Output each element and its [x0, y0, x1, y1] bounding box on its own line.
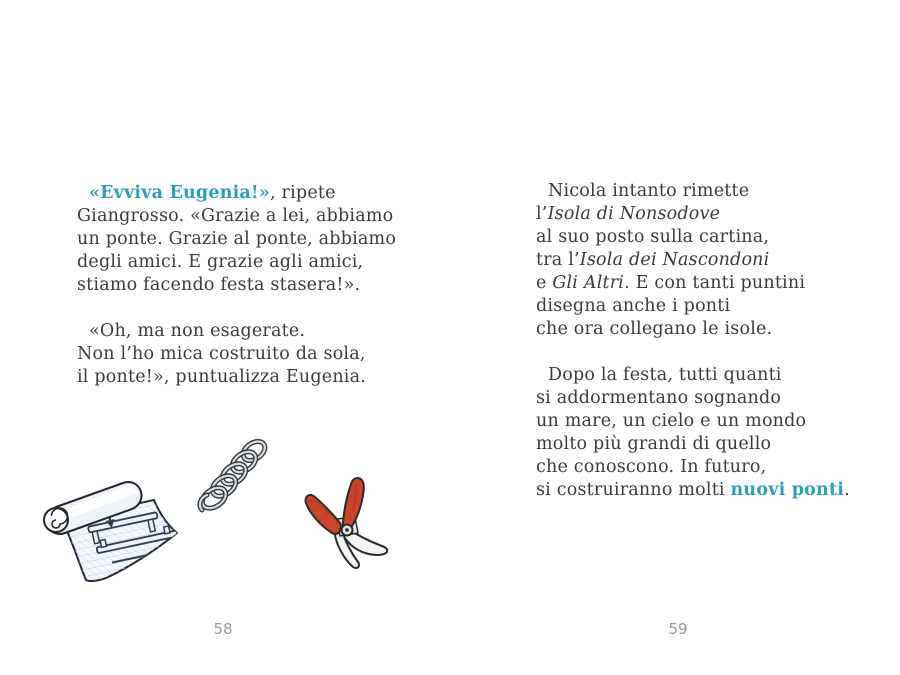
text-line	[77, 274, 407, 297]
text-line	[536, 433, 876, 456]
paragraph	[536, 364, 876, 502]
text-segment: stiamo facendo festa stasera!».	[77, 275, 361, 295]
text-segment: degli amici. E grazie agli amici,	[77, 252, 364, 272]
text-line	[536, 364, 876, 387]
text-segment: Nicola intanto rimette	[548, 181, 750, 201]
paragraph	[77, 320, 407, 389]
text-segment: si costruiranno molti	[536, 480, 731, 500]
text-segment: e	[536, 273, 553, 293]
right-page-text	[536, 180, 876, 502]
text-segment: «Oh, ma non esagerate.	[89, 321, 306, 341]
pivot-bolt	[342, 525, 353, 536]
text-segment: «Evviva Eugenia!»	[89, 183, 271, 203]
text-segment: il ponte!», puntualizza Eugenia.	[77, 367, 366, 387]
text-segment: un mare, un cielo e un mondo	[536, 411, 807, 431]
text-line	[536, 249, 876, 272]
left-page-text	[77, 182, 407, 389]
paragraph	[77, 182, 407, 297]
blueprint-illustration	[28, 474, 192, 592]
shears-illustration	[295, 473, 397, 575]
page-number-left: 58	[213, 620, 233, 638]
paragraph	[536, 180, 876, 341]
text-line	[536, 226, 876, 249]
text-segment: disegna anche i ponti	[536, 296, 731, 316]
text-line	[536, 387, 876, 410]
text-line	[536, 203, 876, 226]
text-segment: . E con tanti puntini	[624, 273, 806, 293]
text-line	[77, 251, 407, 274]
text-line	[77, 343, 407, 366]
text-segment: Giangrosso. «Grazie a lei, abbiamo	[77, 206, 394, 226]
text-segment: .	[844, 480, 850, 500]
text-line	[77, 205, 407, 228]
text-line	[536, 295, 876, 318]
text-segment: un ponte. Grazie al ponte, abbiamo	[77, 229, 397, 249]
spring-illustration	[197, 435, 271, 515]
text-line	[536, 410, 876, 433]
text-segment: , ripete	[270, 183, 336, 203]
text-line	[536, 456, 876, 479]
text-line	[77, 366, 407, 389]
text-segment: tra l’	[536, 250, 580, 270]
spring-coil	[198, 438, 268, 513]
text-segment: Gli Altri	[552, 273, 625, 293]
page-number-right: 59	[668, 620, 688, 638]
text-segment: l’	[536, 204, 548, 224]
text-line	[77, 228, 407, 251]
text-line	[536, 272, 876, 295]
text-segment: che conoscono. In futuro,	[536, 457, 767, 477]
text-segment: si addormentano sognando	[536, 388, 782, 408]
text-line	[536, 180, 876, 203]
text-segment: al suo posto sulla cartina,	[536, 227, 770, 247]
text-segment: che ora collegano le isole.	[536, 319, 773, 339]
text-line	[77, 320, 407, 343]
text-line	[77, 182, 407, 205]
text-segment: Isola dei Nascondoni	[579, 250, 770, 270]
text-segment: nuovi ponti	[730, 480, 845, 500]
text-segment: molto più grandi di quello	[536, 434, 772, 454]
text-line	[536, 479, 876, 502]
text-line	[536, 318, 876, 341]
text-segment: Non l’ho mica costruito da sola,	[77, 344, 366, 364]
text-segment: Dopo la festa, tutti quanti	[548, 365, 782, 385]
text-segment: Isola di Nonsodove	[547, 204, 721, 224]
